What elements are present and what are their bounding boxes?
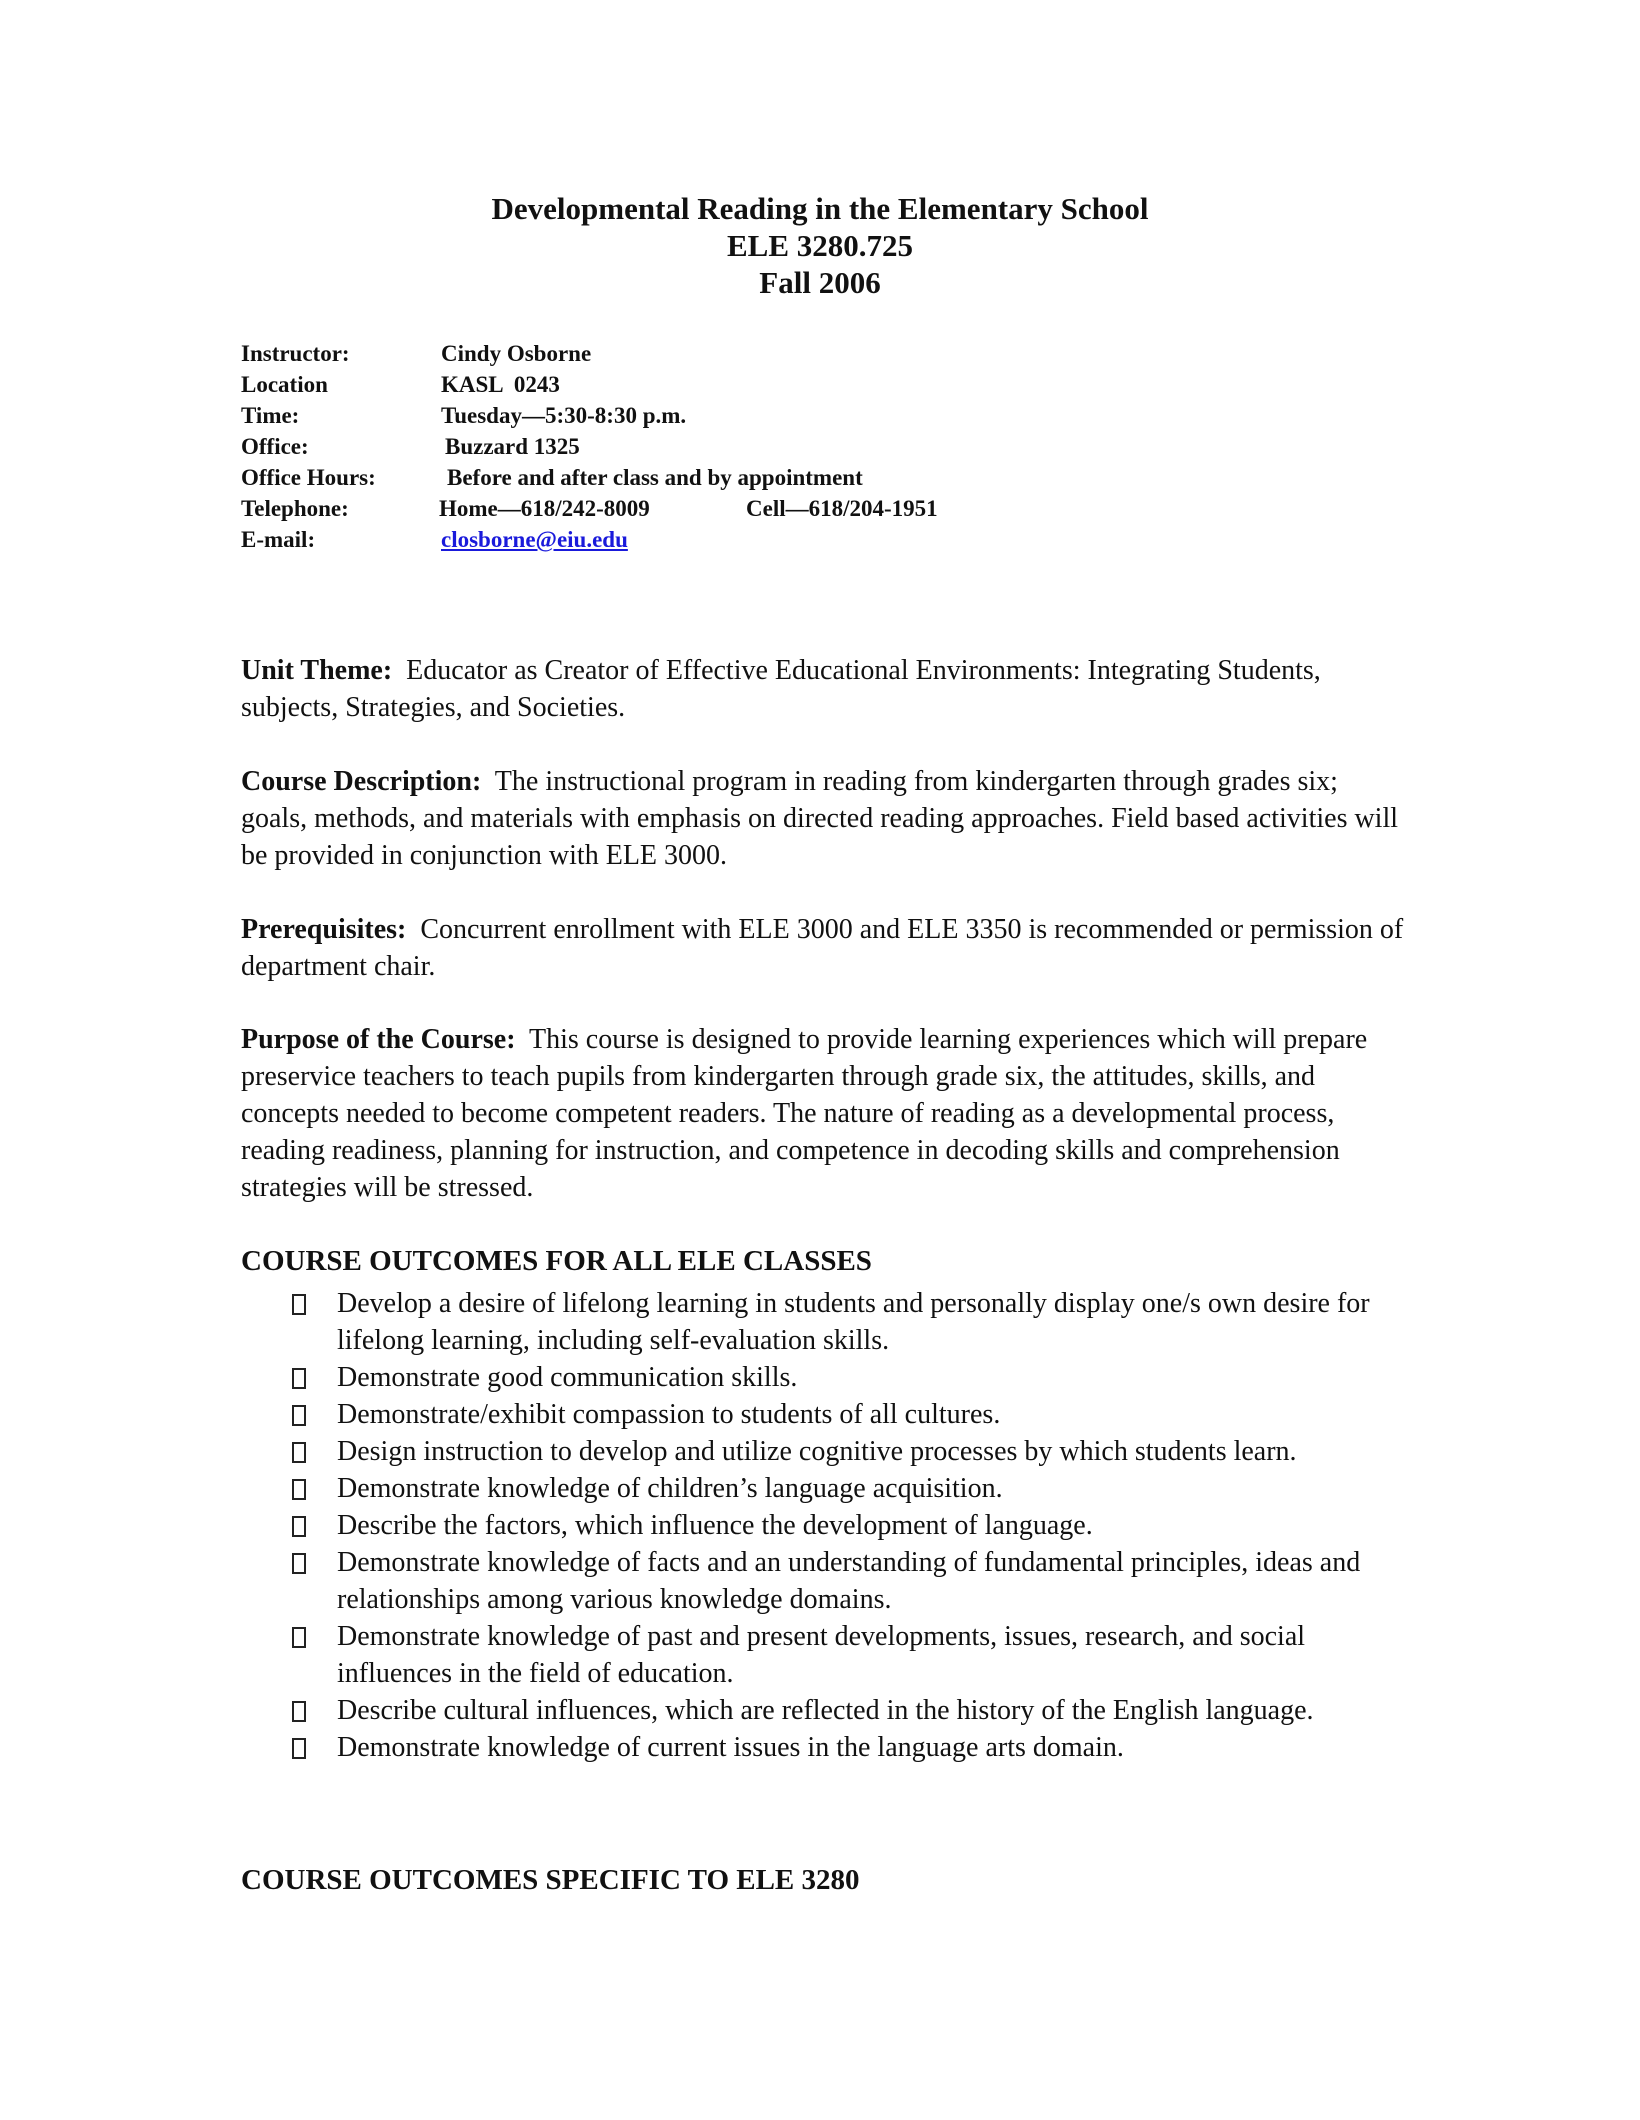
list-item-text: Demonstrate knowledge of current issues in the language arts domain. xyxy=(337,1732,1124,1763)
prerequisites-text: Concurrent enrollment with ELE 3000 and ELE 3350 is recommended or permission of department chair. xyxy=(241,914,1404,982)
outcomes-specific-heading: COURSE OUTCOMES SPECIFIC TO ELE 3280 xyxy=(241,1864,860,1896)
list-item-text: Design instruction to develop and utilize cognitive processes by which students learn. xyxy=(337,1436,1297,1467)
telephone-label: Telephone: xyxy=(241,496,349,521)
list-item xyxy=(290,1470,1400,1507)
prerequisites-label: Prerequisites: xyxy=(241,914,407,945)
list-item xyxy=(290,1359,1400,1396)
instructor-value: Cindy Osborne xyxy=(441,341,592,366)
list-item-text: Demonstrate/exhibit compassion to students of all cultures. xyxy=(337,1399,1001,1430)
course-code: ELE 3280.725 xyxy=(726,228,914,263)
unit-theme-section xyxy=(241,652,1411,726)
list-item-text: Demonstrate knowledge of past and present developments, issues, research, and social influences in the field of education. xyxy=(337,1621,1306,1689)
list-item-text: Describe the factors, which influence the development of language. xyxy=(337,1510,1093,1541)
bullet-icon xyxy=(292,1738,306,1759)
office-value: Buzzard 1325 xyxy=(445,434,580,459)
bullet-icon xyxy=(292,1553,306,1574)
list-item xyxy=(290,1285,1400,1359)
prerequisites-paragraph xyxy=(241,911,1411,985)
bullet-icon xyxy=(292,1479,306,1500)
telephone-home: Home—618/242-8009 xyxy=(439,496,650,521)
bullet-icon xyxy=(292,1701,306,1722)
list-item-text: Develop a desire of lifelong learning in students and personally display one/s own desire for lifelong learning, including self-evaluation skills. xyxy=(337,1288,1370,1356)
course-description-paragraph xyxy=(241,763,1411,874)
purpose-paragraph xyxy=(241,1021,1411,1206)
bullet-icon xyxy=(292,1405,306,1426)
bullet-icon xyxy=(292,1627,306,1648)
location-label: Location xyxy=(241,372,328,397)
outcomes-all-list xyxy=(290,1285,1400,1766)
purpose-text: This course is designed to provide learning experiences which will prepare preservice teachers to teach pupils from kindergarten through grade six, the attitudes, skills, and concepts needed to become competent readers. The nature of reading as a developmental process, reading readiness, planning for instruction, and competence in decoding skills and comprehension strategies will be stressed. xyxy=(241,1024,1368,1203)
email-label: E-mail: xyxy=(241,527,316,552)
unit-theme-paragraph xyxy=(241,652,1411,726)
email-link[interactable] xyxy=(441,524,628,555)
list-item-text: Demonstrate knowledge of facts and an understanding of fundamental principles, ideas and relationships among various knowledge domains. xyxy=(337,1547,1361,1615)
course-description-text: The instructional program in reading from kindergarten through grades six; goals, methods, and materials with emphasis on directed reading approaches. Field based activities will be provided in conjunction with ELE 3000. xyxy=(241,766,1399,871)
course-description-label: Course Description: xyxy=(241,766,482,797)
purpose-label: Purpose of the Course: xyxy=(241,1024,516,1055)
course-term: Fall 2006 xyxy=(759,265,881,300)
document-header xyxy=(0,190,1640,301)
bullet-icon xyxy=(292,1294,306,1315)
unit-theme-text: Educator as Creator of Effective Educational Environments: Integrating Students, subjects, Strategies, and Societies. xyxy=(241,655,1321,723)
outcomes-all-heading: COURSE OUTCOMES FOR ALL ELE CLASSES xyxy=(241,1245,872,1277)
list-item-text: Demonstrate good communication skills. xyxy=(337,1362,798,1393)
course-title: Developmental Reading in the Elementary School xyxy=(491,191,1149,226)
list-item xyxy=(290,1544,1400,1618)
list-item xyxy=(290,1692,1400,1729)
list-item xyxy=(290,1507,1400,1544)
list-item xyxy=(290,1396,1400,1433)
list-item xyxy=(290,1433,1400,1470)
bullet-icon xyxy=(292,1442,306,1463)
bullet-icon xyxy=(292,1516,306,1537)
time-value: Tuesday—5:30-8:30 p.m. xyxy=(441,403,687,428)
list-item-text: Demonstrate knowledge of children’s language acquisition. xyxy=(337,1473,1003,1504)
list-item xyxy=(290,1618,1400,1692)
prerequisites-section xyxy=(241,911,1411,985)
purpose-section xyxy=(241,1021,1411,1206)
location-value: KASL 0243 xyxy=(441,372,560,397)
office-hours-value: Before and after class and by appointment xyxy=(447,465,863,490)
bullet-icon xyxy=(292,1368,306,1389)
office-hours-label: Office Hours: xyxy=(241,465,376,490)
course-description-section xyxy=(241,763,1411,874)
office-label: Office: xyxy=(241,434,309,459)
time-label: Time: xyxy=(241,403,300,428)
telephone-cell: Cell—618/204-1951 xyxy=(746,496,938,521)
list-item-text: Describe cultural influences, which are reflected in the history of the English language. xyxy=(337,1695,1314,1726)
instructor-label: Instructor: xyxy=(241,341,350,366)
email-address[interactable]: closborne@eiu.edu xyxy=(441,527,628,552)
unit-theme-label: Unit Theme: xyxy=(241,655,393,686)
list-item xyxy=(290,1729,1400,1766)
